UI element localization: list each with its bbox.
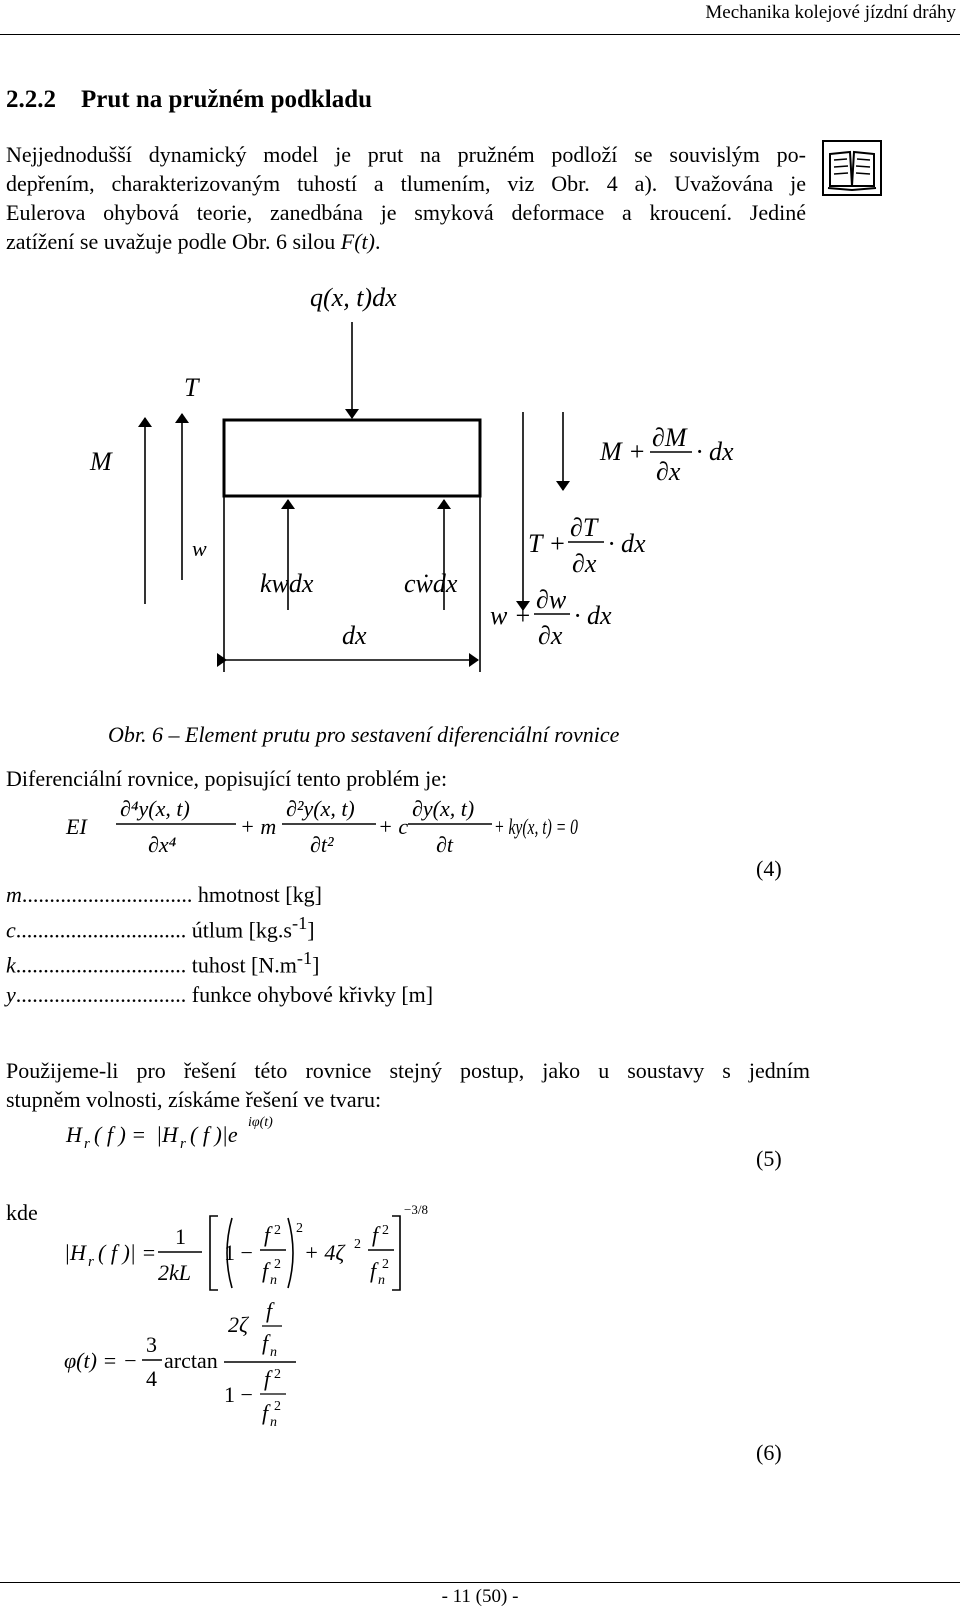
paragraph-line: stupněm volnosti, získáme řešení ve tvaru: — [6, 1087, 382, 1112]
svg-text:f: f — [262, 1258, 269, 1283]
force-symbol: F(t) — [340, 229, 375, 254]
paren-right — [288, 1218, 293, 1288]
outer-bracket-left — [210, 1216, 218, 1290]
svg-text:· dx: · dx — [696, 437, 734, 466]
svg-text:n: n — [270, 1345, 277, 1360]
svg-text:+ 4ζ: + 4ζ — [304, 1240, 345, 1265]
svg-text:( f )|e: ( f )|e — [190, 1122, 238, 1147]
kde-label: kde — [6, 1200, 38, 1225]
svg-text:arctan: arctan — [164, 1348, 218, 1373]
running-header: Mechanika kolejové jízdní dráhy — [705, 2, 956, 23]
equation-6 — [60, 1196, 460, 1446]
paragraph-line: Nejjednodušší dynamický model je prut na pružném podloží se souvislým po- — [6, 142, 806, 167]
svg-text:T +: T + — [528, 529, 567, 558]
moment-right-label — [599, 423, 734, 486]
deflection-right-label — [490, 585, 612, 650]
deflection-label: w — [192, 536, 207, 561]
svg-text:2kL: 2kL — [158, 1260, 191, 1285]
beam-element-figure — [60, 280, 780, 700]
svg-text:∂M: ∂M — [652, 423, 687, 452]
svg-text:r: r — [180, 1136, 186, 1152]
eq4-frac2-num: ∂²y(x, t) — [286, 796, 355, 821]
definition-row: c............................... útlum $[kg.s^{-1}]$ — [6, 913, 315, 943]
svg-text:2: 2 — [274, 1399, 281, 1414]
damping-force-label: cẇdx — [404, 569, 458, 598]
eq4-tail: + ky(x, t) = 0 — [494, 814, 578, 839]
symbol-definitions — [6, 880, 433, 1009]
svg-text:2: 2 — [274, 1257, 281, 1272]
svg-text:f: f — [262, 1330, 269, 1355]
svg-text:2: 2 — [354, 1237, 361, 1252]
paragraph-solution — [6, 1056, 810, 1114]
svg-text:3: 3 — [146, 1332, 157, 1357]
section-title: Prut na pružném podkladu — [81, 86, 373, 113]
svg-text:2: 2 — [296, 1221, 303, 1236]
section-heading — [6, 86, 372, 114]
svg-text:f: f — [372, 1222, 379, 1247]
svg-text:4: 4 — [146, 1366, 157, 1391]
section-number: 2.2.2 — [6, 86, 56, 113]
eq4-frac1-den: ∂x⁴ — [148, 832, 177, 857]
eq4-frac1-num: ∂⁴y(x, t) — [120, 796, 190, 821]
shear-force-label: T — [184, 373, 199, 402]
equation-number-5: (5) — [756, 1146, 782, 1171]
load-label: q(x, t)dx — [310, 283, 397, 312]
svg-text:( f ) =: ( f ) = — [94, 1122, 147, 1147]
svg-text:r: r — [88, 1254, 94, 1270]
svg-text:· dx: · dx — [608, 529, 646, 558]
definition-row: k............................... tuhost $[N.m^{-1}]$ — [6, 948, 320, 978]
paragraph-line: depřením, charakterizovaným tuhostí a tlumením, viz Obr. 4 a). Uvažována je — [6, 171, 806, 196]
equation-number-4: (4) — [756, 856, 782, 881]
paragraph-intro — [6, 140, 806, 256]
svg-text:f: f — [266, 1298, 273, 1323]
outer-bracket-right — [392, 1216, 400, 1290]
eq4-frac3-num: ∂y(x, t) — [412, 796, 475, 821]
svg-text:∂T: ∂T — [570, 513, 598, 542]
figure-caption: Obr. 6 – Element prutu pro sestavení diferenciální rovnice — [108, 722, 620, 747]
equation-intro: Diferenciální rovnice, popisující tento problém je: — [6, 766, 448, 791]
svg-text:2ζ: 2ζ — [228, 1312, 248, 1337]
svg-text:n: n — [270, 1415, 277, 1430]
eq4-plus-m: + m — [240, 814, 277, 839]
eq4-frac2-den: ∂t² — [310, 832, 334, 857]
svg-text:· dx: · dx — [574, 601, 612, 630]
svg-text:∂x: ∂x — [572, 549, 597, 578]
dx-label: dx — [342, 621, 367, 650]
svg-text:1 −: 1 − — [224, 1240, 253, 1265]
paragraph-line: Eulerova ohybová teorie, zanedbána je smyková deformace a kroucení. Jediné — [6, 200, 806, 225]
svg-text:n: n — [270, 1273, 277, 1288]
spring-force-label: kwdx — [260, 569, 314, 598]
svg-text:f: f — [264, 1222, 271, 1247]
svg-text:φ(t) = −: φ(t) = − — [64, 1348, 138, 1373]
svg-text:2: 2 — [274, 1367, 281, 1382]
eq4-EI: EI — [66, 814, 87, 839]
equation-4 — [60, 790, 580, 870]
page-number: - 11 (50) - — [441, 1586, 519, 1607]
footer-rule — [0, 1582, 960, 1583]
svg-text:∂x: ∂x — [538, 621, 563, 650]
svg-text:1 −: 1 − — [224, 1382, 253, 1407]
bracket-exponent: −3/8 — [404, 1202, 428, 1217]
svg-text:1: 1 — [175, 1224, 186, 1249]
beam-element — [224, 420, 480, 496]
svg-text:f: f — [264, 1366, 271, 1391]
book-icon — [822, 140, 882, 196]
svg-text:|H: |H — [156, 1122, 178, 1147]
svg-text:2: 2 — [382, 1223, 389, 1238]
svg-text:∂w: ∂w — [536, 585, 567, 614]
eq4-frac3-den: ∂t — [436, 832, 453, 857]
svg-text:r: r — [84, 1136, 90, 1152]
paragraph-line: zatížení se uvažuje podle Obr. 6 silou F(t). — [6, 229, 381, 254]
svg-text:∂x: ∂x — [656, 457, 681, 486]
paragraph-line: Použijeme-li pro řešení této rovnice stejný postup, jako u soustavy s jedním — [6, 1058, 810, 1083]
svg-text:M +: M + — [600, 437, 646, 466]
svg-text:( f )| =: ( f )| = — [98, 1240, 157, 1265]
svg-text:|H: |H — [64, 1240, 86, 1265]
eq4-plus-c: + c — [378, 814, 409, 839]
svg-text:f: f — [262, 1400, 269, 1425]
definition-row: y............................... funkce ohybové křivky [m] — [6, 981, 434, 1007]
equation-number-6: (6) — [756, 1440, 782, 1465]
svg-text:n: n — [378, 1273, 385, 1288]
equation-5 — [60, 1108, 300, 1158]
svg-text:2: 2 — [382, 1257, 389, 1272]
svg-text:2: 2 — [274, 1223, 281, 1238]
svg-text:w +: w + — [490, 601, 532, 630]
svg-text:f: f — [370, 1258, 377, 1283]
svg-text:iφ(t): iφ(t) — [248, 1115, 273, 1130]
svg-text:H: H — [66, 1122, 82, 1147]
header-rule — [0, 34, 960, 35]
definition-row: m............................... hmotnost [kg] — [6, 882, 322, 907]
moment-label: M — [90, 447, 112, 476]
shear-right-label — [528, 513, 646, 578]
